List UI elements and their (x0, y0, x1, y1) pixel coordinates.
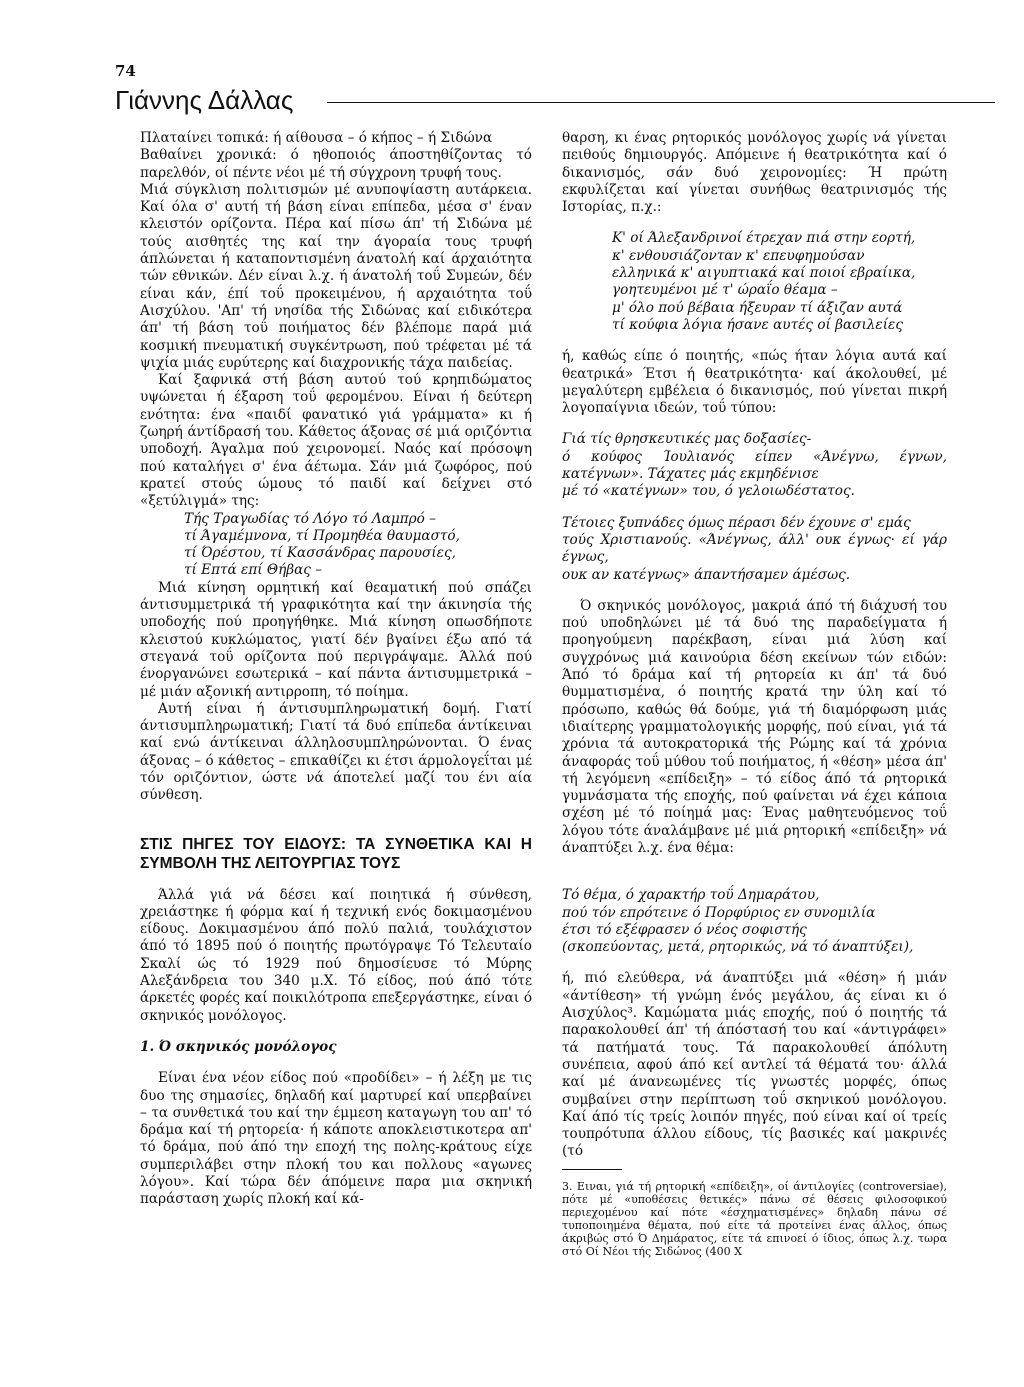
verse-line: Τής Τραγωδίας τό Λόγο τό Λαμπρό – (184, 510, 436, 527)
paragraph: Καί ξαφνικά στή βάση αυτού τού κρηπιδώματος υψώνεται ή έξαρση τοΰ φερομένου. Είναι ή δεύτερη ενότητα: ένα «παιδί φανατικό γιά γράμματα» κι ή ζωηρή άντίδρασή του. Κάθετος άξονας σέ μιά οριζόντια υποδοχή. Άγαλμα πού χειρονομεί. Ναός καί πρόσοψη πού καταλήγει σ' ένα άέτωμα. Σάν μιά ζωφόρος, πού κρατεί στούς ώμους τό παιδί καί δείχνει στό «ξετύλιγμά» της: (140, 372, 532, 510)
verse-line: κ' ενθουσιάζονταν κ' επευφημούσαν (612, 247, 865, 264)
verse-quote (612, 230, 947, 334)
verse-quote (562, 887, 947, 956)
left-column (140, 130, 532, 1375)
section-title: ΣΤΙΣ ΠΗΓΕΣ ΤΟΥ ΕΙΔΟΥΣ: ΤΑ ΣΥΝΘΕΤΙΚΑ ΚΑΙ Η ΣΥΜΒΟΛΗ ΤΗΣ ΛΕΙΤΟΥΡΓΙΑΣ ΤΟΥΣ (140, 835, 532, 872)
verse-line: ό κούφος Ίουλιανός είπεν «Άνέγνω, έγνων, κατέγνων». Τάχατες μάς εκμηδένισε (562, 448, 947, 483)
paragraph: ή, καθώς είπε ό ποιητής, «πώς ήταν λόγια αυτά καί θεατρικά» Έτσι ή θεατρικότητα· καί άκολουθεί, μέ μεγαλύτερη εμβέλεια ό δικανισμός, πού γίνεται πικρή λογοπαίγνια ιδεών, τοΰ τύπου: (562, 348, 947, 417)
verse-line: γοητευμένοι μέ τ' ώραΐο θέαμα – (612, 282, 838, 299)
paragraph: Αυτή είναι ή άντισυμπληρωματική δομή. Γιατί άντισυμπληρωματική; Γιατί τά δυό επίπεδα άντίκειναι καί ενώ άντίκειναι άλληλοσυμπληρώνονται. Ό ένας άξονας – ό κάθετος – επικαθίζει κι έτσι άρμολογεΐται μέ τόν οριζόντιον, ώστε νά άποτελεί μαζί του ένι αία σύνθεση. (140, 700, 532, 804)
paragraph: Βαθαίνει χρονικά: ό ηθοποιός άποστηθίζοντας τό παρελθόν, οί πέντε νέοι μέ τή σύγχρονη τρυφή τους. (140, 147, 532, 181)
verse-line: τί κούφια λόγια ήσανε αυτές οί βασιλείες (612, 316, 903, 333)
verse-quote (184, 511, 532, 580)
verse-line: τί Άγαμέμνονα, τί Προμηθέα θαυμαστό, (184, 527, 460, 544)
paragraph: Πλαταίνει τοπικά: ή αίθουσα – ό κήπος – ή Σιδώνα (140, 130, 493, 146)
verse-line: μέ τό «κατέγνων» του, ό γελοιωδέστατος. (562, 483, 855, 500)
paragraph: Μιά σύγκλιση πολιτισμών μέ ανυποψίαστη αυτάρκεια. Καί όλα σ' αυτή τή βάση είναι επίπεδα, μέσα σ' έναν κλειστόν ορίζοντα. Πέρα καί πίσω άπ' τή Σιδώνα μέ τούς αισθητές της καί την άγοραία τους τρυφή άπλώνεται ή καταποντισμένη άνατολή καί άρχαιότητα τών εθνικών. Δέν είναι λ.χ. ή άνατολή τοΰ Συμεών, δέν είναι κάν, έπί τοΰ προκειμένου, ή αρχαιότητα τοΰ Αισχύλου. 'Απ' τή νησίδα τής Σιδώνας καί ειδικότερα άπ' τή βάση τοΰ ποιήματος δέν βλέπομε παρά μιά κοσμική πνευματική συγκέντρωση, πού τρέφεται μέ τά ψιχία μιάς ευρύτερης καί διαχρονικής τάχα παιδείας. (140, 181, 532, 371)
verse-quote (562, 431, 947, 500)
verse-line: Γιά τίς θρησκευτικές μας δοξασίες- (562, 431, 812, 448)
verse-line: πού τόν επρότεινε ό Πορφύριος εν συνομιλία (562, 904, 876, 921)
subsection-title: 1. Ό σκηνικός μονόλογος (140, 1038, 337, 1055)
verse-line: Κ' οί Άλεξανδρινοί έτρεχαν πιά στην εορτή, (612, 230, 916, 247)
paragraph: θαρση, κι ένας ρητορικός μονόλογος χωρίς νά γίνεται πειθούς δημιουργός. Απόμεινε ή θεατρικότητα καί ό δικανισμός, σάν δυό χειρονομίες: Ή πρώτη εκφυλίζεται καί γίνεται συνήθως θεατρινισμός τής Ιστορίας, π.χ.: (562, 130, 947, 216)
verse-line: ουκ αν κατέγνως» άπαντήσαμεν άμέσως. (562, 566, 851, 583)
verse-line: έτσι τό εξέφρασεν ό νέος σοφιστής (562, 921, 807, 938)
verse-line: (σκοπεύοντας, μετά, ρητορικώς, νά τό άναπτύξει), (562, 939, 914, 956)
footnote: 3. Ειναι, γιά τή ρητορική «επίδειξη», οί άντιλογίες (controversiae), πότε μέ «υποθέσεις θετικές» πάνω σέ θέσεις φιλοσοφικού περιεχομένου καί πότε «έσχηματισμένες» δηλαδη πάνω σέ τυποποιημένα θέματα, πού είτε τά προτείνει ένας άλλος, όπως άκριβώς στό Ό Δημάρατος, είτε τά επινοεί ό ίδιος, όπως λ.χ. τωρα στό Οί Νέοι τής Σιδώνος (400 Χ (562, 1179, 947, 1258)
verse-line: τί Επτά επί Θήβας – (184, 562, 322, 579)
heading-rule (327, 102, 995, 103)
author-name: Γιάννης Δάλλας (115, 85, 294, 115)
verse-line: μ' όλο πού βέβαια ήξευραν τί άξιζαν αυτά (612, 299, 903, 316)
verse-quote (562, 515, 947, 584)
paragraph: Άλλά γιά νά δέσει καί ποιητικά ή σύνθεση, χρειάστηκε ή φόρμα καί ή τεχνική ενός δοκιμασμένου είδους. Δοκιμασμένου άπό πολύ παλιά, τουλάχιστον άπό τό 1895 πού ό ποιητής πρωτόγραψε Τό Τελευταίο Σκαλί ώς τό 1929 πού δημοσίευσε τό Μύρης Αλεξάνδρεια του 340 μ.Χ. Τό είδος, πού άπό τότε άρκετές φορές καί ποικιλότροπα επεξεργάστηκε, είναι ό σκηνικός μονόλογος. (140, 886, 532, 1024)
author-heading (115, 84, 995, 120)
verse-line: Τό θέμα, ό χαρακτήρ τοΰ Δημαράτου, (562, 887, 820, 904)
footnote-rule (562, 1169, 622, 1170)
right-column (562, 130, 947, 1375)
paragraph: Ό σκηνικός μονόλογος, μακριά άπό τή διάχυσή του πού υποδηλώνει μέ τά δυό της παραδείγματα ή προηγούμενη παρέκβαση, είναι μιά λύση καί συγχρόνως μιά καινούρια δέση εκείνων τών ειδών: Άπό τό δράμα καί τή ρητορεία κι άπ' τά δυό θυμματισμένα, ό ποιητής κρατά την ύλη καί τό πρόσωπο, καθώς θά δούμε, γιά τή διαμόρφωση μιάς ιδιαίτερης γραμματολογικής μορφής, πού είναι, γιά τά χρόνια τά αυτοκρατορικά τής Ρώμης καί τά χρόνια άναφοράς τοΰ μύθου τοΰ ποιήματος, ή «θέση» μέσα άπ' τή λεγόμενη «επίδειξη» – τό είδος άπό τά ρητορικά γυμνάσματα τής εποχής, πού φαίνεται νά έχει κάποια σχέση μέ τό ποίημά μας: Ένας μαθητευόμενος τοΰ λόγου τότε άναλάμβανε μέ μιά ρητορική «επίδειξη» νά άναπτύξει λ.χ. ένα θέμα: (562, 597, 947, 856)
verse-line: τί Όρέστου, τί Κασσάνδρας παρουσίες, (184, 545, 456, 562)
verse-line: Τέτοιες ξυπνάδες όμως πέρασι δέν έχουνε σ' εμάς (562, 514, 911, 531)
verse-line: ελληνικά κ' αιγυπτιακά καί ποιοί εβραίικα, (612, 265, 916, 282)
verse-line: τούς Χριστιανούς. «Άνέγνως, άλλ' ουκ έγνως· εί γάρ έγνως, (562, 531, 947, 566)
page-number: 74 (115, 62, 136, 80)
paragraph: Είναι ένα νέον είδος πού «προδίδει» – ή λέξη με τις δυο της σημασίες, δηλαδή καί μαρτυρεί καί υπερβαίνει – τα συνθετικά του καί την έμμεση καταγωγη του απ' τό δράμα καί τή ρητορεία· ή κάποτε αποκλειστικοτερα απ' τό δράμα, πού άπό την εποχή της πολης-κράτους είχε συμπεριλάβει στην πλοκή του και πολλους «αγωνες λόγου». Καί τώρα δέν άπόμεινε παρα μια σκηνική παράσταση χωρίς πλοκή καί κά- (140, 1070, 532, 1208)
paragraph: Μιά κίνηση ορμητική καί θεαματική πού σπάζει άντισυμμετρικά τή γραφικότητα καί την άκινησία τής υποδοχής πού προηγήθηκε. Μιά κίνηση οπωσδήποτε κλειστού κυκλώματος, γιατί δέν βγαίνει έξω από τά στεγανά τοΰ ορίζοντα πού περιγράψαμε. Άλλά πού ένοργανώνει εσωτερικά – καί πάντα άντισυμμετρικά – μέ μιάν αξονική αντιρροπη, τό ποίημα. (140, 579, 532, 700)
paragraph: ή, πιό ελεύθερα, νά άναπτύξει μιά «θέση» ή μιάν «άντίθεση» τή γνώμη ένός μεγάλου, άς είναι κι ό Αισχύλος³. Καμώματα μιάς εποχής, πού ό ποιητής τά παρακολουθεί άπ' τή άπόστασή του καί «άντιγράφει» τά πατήματά τους. Τά παρακολουθεί άπόλυτη συνέπεια, αφού άπό κεί αντλεί τά θέματά του· άλλά καί μέ άνανεωμένες τίς γνωστές μορφές, όπως συμβαίνει στην περίπτωση τοΰ σκηνικού μονόλογου. Καί άπό τίς τρείς λοιπόν πηγές, πού είναι καί οί τρείς τουπρότυπα άλλου είδους, τίς βασικές καί μακρινές (τό (562, 970, 947, 1160)
